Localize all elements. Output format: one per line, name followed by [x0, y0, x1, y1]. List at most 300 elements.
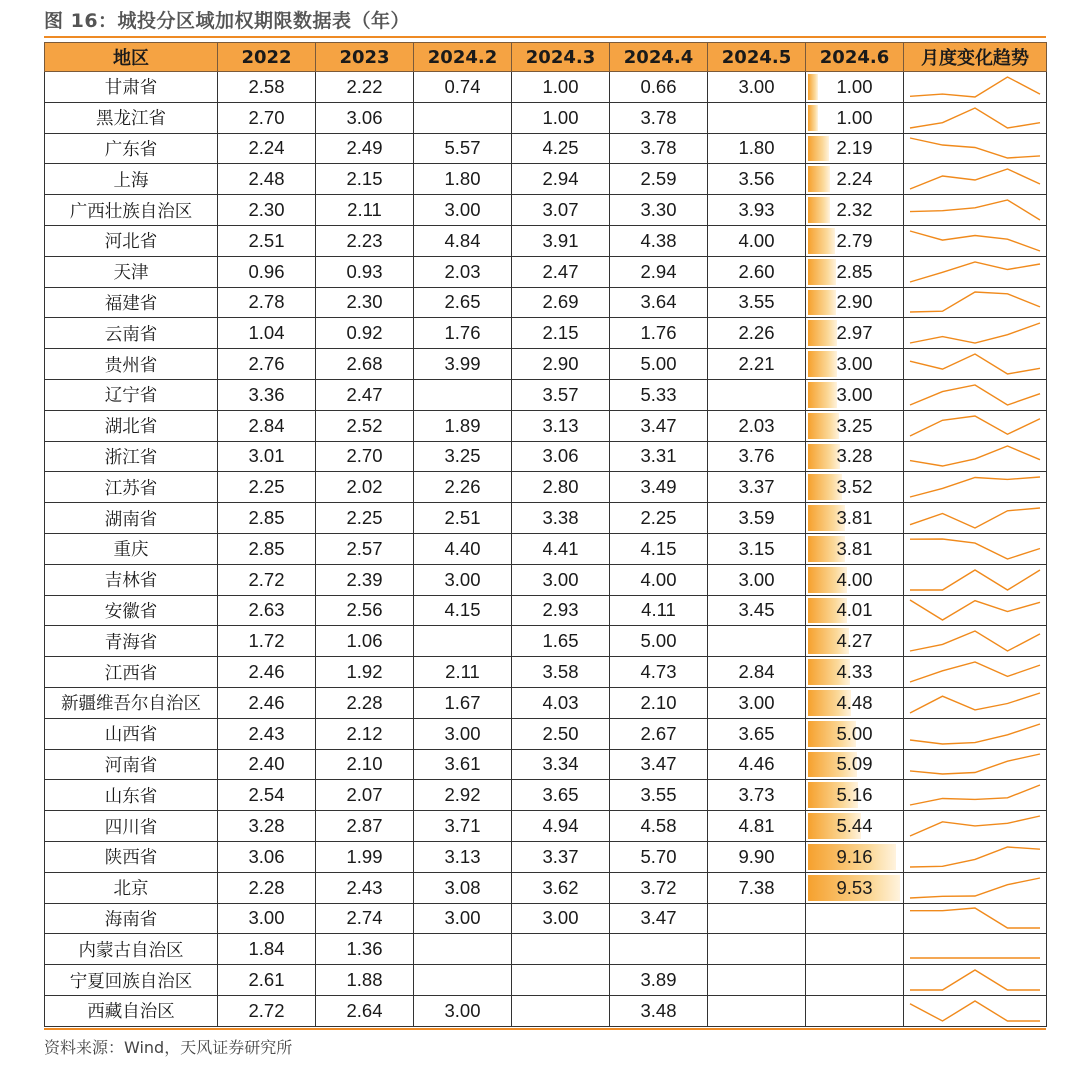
value-label: 9.53 — [836, 876, 873, 898]
trend-cell — [904, 164, 1047, 195]
value-cell: 4.41 — [512, 533, 610, 564]
sparkline — [906, 319, 1044, 347]
table-row — [45, 441, 1047, 472]
value-cell: 3.34 — [512, 749, 610, 780]
region-cell: 福建省 — [45, 287, 218, 318]
trend-cell — [904, 811, 1047, 842]
sparkline-path — [910, 262, 1040, 282]
value-cell: 3.31 — [610, 441, 708, 472]
latest-value-cell — [806, 195, 904, 226]
value-cell: 2.07 — [316, 780, 414, 811]
value-cell: 2.02 — [316, 472, 414, 503]
latest-value-cell — [806, 780, 904, 811]
region-cell: 四川省 — [45, 811, 218, 842]
trend-cell — [904, 718, 1047, 749]
region-cell: 安徽省 — [45, 595, 218, 626]
table-row — [45, 72, 1047, 103]
value-cell: 2.56 — [316, 595, 414, 626]
latest-value-cell — [806, 718, 904, 749]
latest-value-cell — [806, 595, 904, 626]
value-label: 1.00 — [836, 75, 873, 97]
value-cell: 3.55 — [708, 287, 806, 318]
table-row — [45, 133, 1047, 164]
table-row — [45, 225, 1047, 256]
sparkline — [906, 689, 1044, 717]
sparkline — [906, 350, 1044, 378]
sparkline-path — [910, 631, 1040, 651]
sparkline — [906, 104, 1044, 132]
sparkline — [906, 904, 1044, 932]
value-cell: 3.25 — [414, 441, 512, 472]
sparkline-path — [910, 662, 1040, 682]
value-cell: 3.30 — [610, 195, 708, 226]
data-table — [44, 42, 1047, 1027]
value-cell: 4.03 — [512, 687, 610, 718]
trend-cell — [904, 410, 1047, 441]
trend-cell — [904, 441, 1047, 472]
value-cell: 2.57 — [316, 533, 414, 564]
value-cell: 2.26 — [708, 318, 806, 349]
value-cell: 2.11 — [316, 195, 414, 226]
sparkline — [906, 966, 1044, 994]
region-cell: 青海省 — [45, 626, 218, 657]
trend-cell — [904, 503, 1047, 534]
latest-value-cell — [806, 287, 904, 318]
trend-cell — [904, 995, 1047, 1026]
sparkline — [906, 442, 1044, 470]
latest-value-cell — [806, 626, 904, 657]
value-cell: 3.00 — [414, 903, 512, 934]
value-cell: 2.84 — [708, 657, 806, 688]
value-label: 2.24 — [836, 168, 873, 190]
value-cell: 2.15 — [512, 318, 610, 349]
value-cell: 3.00 — [414, 195, 512, 226]
table-row — [45, 349, 1047, 380]
value-cell: 2.43 — [316, 872, 414, 903]
value-cell: 2.25 — [610, 503, 708, 534]
source-note: 资料来源：Wind，天风证券研究所 — [44, 1038, 293, 1057]
sparkline-path — [910, 908, 1040, 928]
value-cell: 2.78 — [218, 287, 316, 318]
latest-value-cell — [806, 841, 904, 872]
value-cell: 3.72 — [610, 872, 708, 903]
region-cell: 陕西省 — [45, 841, 218, 872]
value-label: 3.52 — [836, 476, 873, 498]
sparkline-path — [910, 416, 1040, 436]
value-cell: 3.37 — [512, 841, 610, 872]
sparkline-path — [910, 200, 1040, 220]
value-label: 3.81 — [836, 507, 873, 529]
sparkline — [906, 258, 1044, 286]
trend-cell — [904, 318, 1047, 349]
value-cell — [512, 965, 610, 996]
latest-value-cell — [806, 657, 904, 688]
value-cell: 2.70 — [218, 102, 316, 133]
value-cell: 3.00 — [512, 903, 610, 934]
region-cell: 西藏自治区 — [45, 995, 218, 1026]
column-header: 月度变化趋势 — [904, 43, 1047, 72]
value-cell: 3.56 — [708, 164, 806, 195]
value-cell: 2.30 — [218, 195, 316, 226]
value-label: 4.48 — [836, 691, 873, 713]
latest-value-cell — [806, 687, 904, 718]
sparkline — [906, 227, 1044, 255]
value-cell: 2.12 — [316, 718, 414, 749]
table-row — [45, 410, 1047, 441]
data-bar — [808, 197, 830, 223]
value-cell: 2.85 — [218, 533, 316, 564]
value-cell: 1.06 — [316, 626, 414, 657]
value-cell: 2.46 — [218, 657, 316, 688]
region-cell: 山西省 — [45, 718, 218, 749]
header-row — [45, 43, 1047, 72]
value-cell: 3.01 — [218, 441, 316, 472]
value-cell: 5.33 — [610, 379, 708, 410]
value-cell: 2.23 — [316, 225, 414, 256]
value-cell: 2.51 — [414, 503, 512, 534]
value-cell: 3.64 — [610, 287, 708, 318]
value-cell: 2.94 — [610, 256, 708, 287]
value-cell: 3.45 — [708, 595, 806, 626]
value-label: 1.00 — [836, 106, 873, 128]
latest-value-cell — [806, 472, 904, 503]
value-label: 4.27 — [836, 630, 873, 652]
value-label: 5.44 — [836, 815, 873, 837]
sparkline-path — [910, 570, 1040, 590]
value-cell: 1.72 — [218, 626, 316, 657]
table-row — [45, 903, 1047, 934]
value-cell: 3.38 — [512, 503, 610, 534]
value-cell: 2.48 — [218, 164, 316, 195]
sparkline — [906, 165, 1044, 193]
value-cell: 2.59 — [610, 164, 708, 195]
value-cell: 2.03 — [414, 256, 512, 287]
value-cell: 2.15 — [316, 164, 414, 195]
value-label: 4.33 — [836, 661, 873, 683]
value-cell: 1.65 — [512, 626, 610, 657]
column-header: 2024.5 — [708, 43, 806, 72]
sparkline-path — [910, 169, 1040, 189]
data-bar — [808, 166, 830, 192]
latest-value-cell — [806, 934, 904, 965]
table-row — [45, 687, 1047, 718]
value-cell: 1.76 — [414, 318, 512, 349]
value-cell: 3.58 — [512, 657, 610, 688]
value-cell — [708, 965, 806, 996]
trend-cell — [904, 472, 1047, 503]
table-row — [45, 102, 1047, 133]
latest-value-cell — [806, 533, 904, 564]
value-cell: 1.67 — [414, 687, 512, 718]
value-cell: 1.00 — [512, 72, 610, 103]
value-cell: 2.43 — [218, 718, 316, 749]
sparkline — [906, 566, 1044, 594]
region-cell: 江西省 — [45, 657, 218, 688]
column-header: 地区 — [45, 43, 218, 72]
table-row — [45, 626, 1047, 657]
value-label: 4.01 — [836, 599, 873, 621]
sparkline-path — [910, 292, 1040, 312]
column-header: 2024.3 — [512, 43, 610, 72]
trend-cell — [904, 133, 1047, 164]
value-cell: 2.21 — [708, 349, 806, 380]
region-cell: 重庆 — [45, 533, 218, 564]
value-cell: 3.15 — [708, 533, 806, 564]
region-cell: 上海 — [45, 164, 218, 195]
sparkline-path — [910, 970, 1040, 990]
sparkline — [906, 473, 1044, 501]
trend-cell — [904, 657, 1047, 688]
region-cell: 浙江省 — [45, 441, 218, 472]
table-row — [45, 533, 1047, 564]
data-bar — [808, 228, 835, 254]
value-cell: 3.00 — [414, 718, 512, 749]
value-cell: 0.66 — [610, 72, 708, 103]
table-row — [45, 965, 1047, 996]
value-cell: 4.58 — [610, 811, 708, 842]
region-cell: 吉林省 — [45, 564, 218, 595]
value-cell: 1.80 — [708, 133, 806, 164]
value-cell: 3.06 — [512, 441, 610, 472]
sparkline — [906, 935, 1044, 963]
value-cell: 2.63 — [218, 595, 316, 626]
value-cell: 2.24 — [218, 133, 316, 164]
trend-cell — [904, 749, 1047, 780]
value-cell: 1.80 — [414, 164, 512, 195]
table-row — [45, 811, 1047, 842]
latest-value-cell — [806, 564, 904, 595]
value-label: 3.00 — [836, 383, 873, 405]
value-cell — [414, 965, 512, 996]
latest-value-cell — [806, 256, 904, 287]
sparkline-path — [910, 138, 1040, 158]
sparkline-path — [910, 323, 1040, 343]
sparkline — [906, 535, 1044, 563]
value-label: 3.81 — [836, 537, 873, 559]
value-cell: 3.13 — [414, 841, 512, 872]
value-cell: 4.15 — [610, 533, 708, 564]
sparkline — [906, 720, 1044, 748]
table-row — [45, 287, 1047, 318]
table-row — [45, 872, 1047, 903]
value-cell: 2.28 — [316, 687, 414, 718]
table-row — [45, 841, 1047, 872]
table-row — [45, 595, 1047, 626]
value-cell: 4.46 — [708, 749, 806, 780]
region-cell: 黑龙江省 — [45, 102, 218, 133]
region-cell: 广西壮族自治区 — [45, 195, 218, 226]
region-cell: 辽宁省 — [45, 379, 218, 410]
sparkline-path — [910, 785, 1040, 805]
trend-cell — [904, 626, 1047, 657]
column-header: 2024.4 — [610, 43, 708, 72]
data-bar — [808, 444, 840, 470]
value-cell: 2.58 — [218, 72, 316, 103]
table-row — [45, 657, 1047, 688]
value-cell: 1.92 — [316, 657, 414, 688]
value-cell: 0.92 — [316, 318, 414, 349]
value-cell: 1.04 — [218, 318, 316, 349]
trend-cell — [904, 102, 1047, 133]
value-cell — [708, 626, 806, 657]
sparkline — [906, 73, 1044, 101]
value-cell — [512, 995, 610, 1026]
value-cell: 2.40 — [218, 749, 316, 780]
sparkline — [906, 381, 1044, 409]
value-cell: 2.10 — [316, 749, 414, 780]
value-cell: 9.90 — [708, 841, 806, 872]
value-cell: 3.37 — [708, 472, 806, 503]
sparkline — [906, 196, 1044, 224]
data-bar — [808, 320, 837, 346]
value-cell — [414, 626, 512, 657]
value-cell: 2.84 — [218, 410, 316, 441]
value-cell: 2.11 — [414, 657, 512, 688]
value-cell: 4.73 — [610, 657, 708, 688]
value-label: 2.85 — [836, 260, 873, 282]
region-cell: 内蒙古自治区 — [45, 934, 218, 965]
value-cell — [708, 379, 806, 410]
value-label: 3.00 — [836, 353, 873, 375]
region-cell: 河南省 — [45, 749, 218, 780]
table-row — [45, 564, 1047, 595]
value-cell: 3.48 — [610, 995, 708, 1026]
value-cell: 2.39 — [316, 564, 414, 595]
value-cell: 2.69 — [512, 287, 610, 318]
sparkline-path — [910, 724, 1040, 744]
value-cell: 2.60 — [708, 256, 806, 287]
data-bar — [808, 105, 818, 131]
value-cell: 2.70 — [316, 441, 414, 472]
sparkline — [906, 812, 1044, 840]
value-cell: 7.38 — [708, 872, 806, 903]
value-cell: 3.36 — [218, 379, 316, 410]
figure-title: 图 16：城投分区域加权期限数据表（年） — [44, 10, 411, 32]
value-cell: 1.00 — [512, 102, 610, 133]
value-cell: 4.81 — [708, 811, 806, 842]
table-row — [45, 749, 1047, 780]
latest-value-cell — [806, 965, 904, 996]
value-cell: 3.78 — [610, 133, 708, 164]
table-row — [45, 256, 1047, 287]
data-bar — [808, 351, 837, 377]
trend-cell — [904, 841, 1047, 872]
region-cell: 湖北省 — [45, 410, 218, 441]
trend-cell — [904, 965, 1047, 996]
sparkline — [906, 874, 1044, 902]
sparkline — [906, 750, 1044, 778]
sparkline — [906, 134, 1044, 162]
table-row — [45, 995, 1047, 1026]
value-label: 5.00 — [836, 722, 873, 744]
trend-cell — [904, 225, 1047, 256]
latest-value-cell — [806, 225, 904, 256]
value-cell: 2.72 — [218, 995, 316, 1026]
value-cell: 1.84 — [218, 934, 316, 965]
value-cell: 2.28 — [218, 872, 316, 903]
latest-value-cell — [806, 749, 904, 780]
sparkline — [906, 627, 1044, 655]
sparkline — [906, 504, 1044, 532]
value-cell: 3.00 — [414, 995, 512, 1026]
table-row — [45, 379, 1047, 410]
value-cell: 1.88 — [316, 965, 414, 996]
trend-cell — [904, 195, 1047, 226]
trend-cell — [904, 564, 1047, 595]
sparkline — [906, 658, 1044, 686]
value-cell: 2.94 — [512, 164, 610, 195]
value-cell: 2.85 — [218, 503, 316, 534]
value-cell: 0.93 — [316, 256, 414, 287]
value-cell: 3.13 — [512, 410, 610, 441]
value-cell: 3.59 — [708, 503, 806, 534]
latest-value-cell — [806, 102, 904, 133]
region-cell: 山东省 — [45, 780, 218, 811]
region-cell: 广东省 — [45, 133, 218, 164]
value-label: 2.19 — [836, 137, 873, 159]
latest-value-cell — [806, 441, 904, 472]
table-row — [45, 780, 1047, 811]
table-body — [45, 72, 1047, 1027]
value-cell: 2.52 — [316, 410, 414, 441]
value-cell: 3.00 — [414, 564, 512, 595]
trend-cell — [904, 934, 1047, 965]
sparkline-path — [910, 77, 1040, 97]
value-cell: 2.25 — [218, 472, 316, 503]
value-cell: 4.15 — [414, 595, 512, 626]
latest-value-cell — [806, 995, 904, 1026]
value-cell: 4.84 — [414, 225, 512, 256]
column-header: 2024.2 — [414, 43, 512, 72]
value-cell: 3.00 — [708, 72, 806, 103]
sparkline-path — [910, 231, 1040, 251]
latest-value-cell — [806, 318, 904, 349]
sparkline-path — [910, 754, 1040, 774]
value-cell — [708, 934, 806, 965]
value-cell: 4.11 — [610, 595, 708, 626]
sparkline-path — [910, 385, 1040, 405]
title-rule — [44, 36, 1046, 38]
value-cell: 2.72 — [218, 564, 316, 595]
value-label: 2.79 — [836, 229, 873, 251]
trend-cell — [904, 872, 1047, 903]
value-cell: 3.78 — [610, 102, 708, 133]
latest-value-cell — [806, 503, 904, 534]
value-cell — [512, 934, 610, 965]
region-cell: 海南省 — [45, 903, 218, 934]
value-cell: 0.96 — [218, 256, 316, 287]
value-cell: 5.57 — [414, 133, 512, 164]
sparkline-path — [910, 508, 1040, 528]
value-cell: 2.64 — [316, 995, 414, 1026]
sparkline-path — [910, 600, 1040, 620]
value-cell: 2.47 — [316, 379, 414, 410]
value-cell — [610, 934, 708, 965]
value-cell — [708, 995, 806, 1026]
value-cell: 2.25 — [316, 503, 414, 534]
value-cell: 2.26 — [414, 472, 512, 503]
region-cell: 甘肃省 — [45, 72, 218, 103]
value-cell: 3.55 — [610, 780, 708, 811]
latest-value-cell — [806, 872, 904, 903]
trend-cell — [904, 72, 1047, 103]
value-cell: 3.65 — [512, 780, 610, 811]
sparkline — [906, 781, 1044, 809]
value-cell: 3.61 — [414, 749, 512, 780]
value-cell — [414, 934, 512, 965]
value-cell: 2.47 — [512, 256, 610, 287]
table-row — [45, 164, 1047, 195]
